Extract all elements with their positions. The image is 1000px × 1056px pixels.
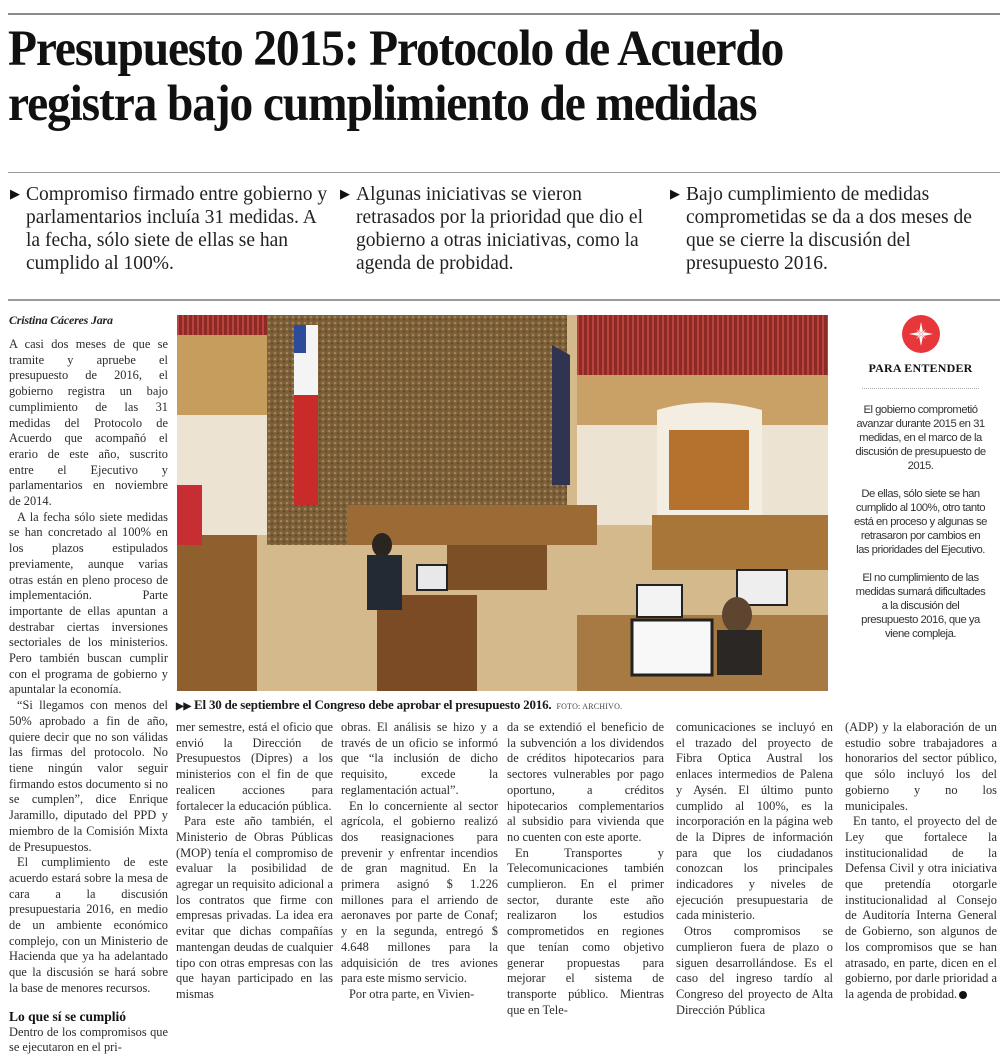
subheading: Lo que sí se cumplió <box>9 1008 127 1024</box>
body-rule <box>8 299 1000 301</box>
article-column-3 <box>341 720 498 1003</box>
headline <box>8 22 929 132</box>
paragraph: El cumplimiento de este acuerdo estará sobre la mesa de cara a la discusión presupuestaria 2016, en medio de un ambiente económico complejo, con un Ministerio de Hacienda que ya ha adelantado que la discusión se hará sobre la base de menores recursos. <box>9 855 168 995</box>
sidebar-paragraph: El no cumplimiento de las medidas sumará dificultades a la discusión del presupuesto 2016, que ya viene compleja. <box>855 572 986 640</box>
headline-line-2: registra bajo cumplimiento de medidas <box>8 76 757 132</box>
top-rule <box>8 13 1000 15</box>
paragraph <box>845 814 997 1002</box>
paragraph: mer semestre, está el oficio que envió la Dirección de Presupuestos (Dipres) a los ministerios con el fin de que realicen acciones para fortalecer la educación pública. <box>176 720 333 813</box>
double-triangle-icon: ▶▶ <box>176 701 191 712</box>
article-column-2 <box>176 720 333 1003</box>
headline-line-1: Presupuesto 2015: Protocolo de Acuerdo <box>8 21 784 77</box>
dotted-divider <box>862 388 979 389</box>
paragraph: Otros compromisos se cumplieron fuera de plazo o siguen desarrollándose. Es el caso del ingreso tardío al Congreso del proyecto de Alta Dirección Pública <box>676 924 833 1017</box>
byline: Cristina Cáceres Jara <box>9 313 113 327</box>
deck-summary <box>10 183 1000 275</box>
caption-text: El 30 de septiembre el Congreso debe aprobar el presupuesto 2016. <box>194 697 552 712</box>
deck-item <box>10 183 340 275</box>
senate-chamber-image <box>177 315 828 691</box>
paragraph: En lo concerniente al sector agrícola, el gobierno realizó dos reasignaciones para prevenir y enfrentar incendios de gran magnitud. En la primera asignó $ 1.226 millones para el arriendo de aeronaves por parte de Conaf; y en la segunda, entregó $ 4.648 millones para la adquisición de tres aviones para este mismo servicio. <box>341 798 498 986</box>
triangle-bullet-icon: ▶ <box>670 187 680 202</box>
paragraph: En Transportes y Telecomunicaciones también cumplieron. En el primer sector, durante este año realizaron los estudios comprometidos en regiones que tenían como objetivo generar propuestas para mejorar el sistema de transporte público. Mientras que en Tele- <box>507 845 664 1017</box>
article-column-6 <box>845 720 997 1003</box>
paragraph: A la fecha sólo siete medidas se han concretado al 100% en los plazos estipulados previamente, aunque varias otras están en pleno proceso de implementación. Parte importante de ellas apuntan a destrabar ciertas inversiones sectoriales de los ministerios. Pero también buscan cumplir con el programa de gobierno y apuntalar la economía. <box>9 509 168 697</box>
photo-caption <box>176 697 622 713</box>
triangle-bullet-icon: ▶ <box>10 187 20 202</box>
paragraph: (ADP) y la elaboración de un estudio sobre trabajadores a honorarios del sector público, que sólo incluyó los del gobierno y no los municipales. <box>845 720 997 813</box>
article-column-5 <box>676 720 833 1018</box>
paragraph: comunicaciones se incluyó en el trazado del proyecto de Fibra Optica Austral los enlaces intermedios de Palena y Aysén. El último punto cumplido al 100%, es la incorporación en la página web de la Dipres de información para que los ciudadanos conozcan los principales indicadores y niveles de ejecución presupuestaria de cada ministerio. <box>676 720 833 923</box>
paragraph: A casi dos meses de que se tramite y apruebe el presupuesto de 2016, el gobierno registra un bajo cumplimiento de las 31 medidas del Protocolo de Acuerdo que acompañó el erario de este año, suscrito entre el Ejecutivo y parlamentarios en noviembre de 2014. <box>9 337 168 509</box>
paragraph: da se extendió el beneficio de la subvención a los dividendos de créditos hipotecarios para sectores vulnerables por pago oportuno, a créditos hipotecarios complementarios al subsidio para vivienda que no cuenten con este aporte. <box>507 720 664 844</box>
photo-credit: FOTO: ARCHIVO. <box>556 702 623 711</box>
paragraph: Dentro de los compromisos que se ejecutaron en el pri- <box>9 1024 168 1055</box>
congress-photo <box>177 315 828 691</box>
deck-text: Compromiso firmado entre gobierno y parlamentarios incluía 31 medidas. A la fecha, sólo siete de ellas se han cumplido al 100%. <box>26 184 328 274</box>
paragraph: obras. El análisis se hizo y a través de un oficio se informó que “la inclusión de dicho requisito, excede la reglamentación actual”. <box>341 720 498 797</box>
sidebar-paragraph: El gobierno comprometió avanzar durante 2015 en 31 medidas, en el marco de la discusión de presupuesto de 2015. <box>855 404 986 472</box>
deck-item <box>670 183 1000 275</box>
compass-rose-icon <box>902 315 940 353</box>
deck-item <box>340 183 670 275</box>
deck-text: Algunas iniciativas se vieron retrasados por la prioridad que dio el gobierno a otras iniciativas, como la agenda de probidad. <box>356 184 643 274</box>
paragraph-text: En tanto, el proyecto del de Ley que fortalece la institucionalidad de la Defensa Civil y otra iniciativa que pretendía otorgarle institucionalidad al Consejo de Auditoría Interna General de Gobierno, son algunos de los compromisos que se han atrasado, en parte, dicen en el gobierno, por darle prioridad a la agenda de probidad. <box>845 814 997 1001</box>
deck-text: Bajo cumplimiento de medidas comprometidas se da a dos meses de que se cierre la discusión del presupuesto 2016. <box>686 184 972 274</box>
end-mark-icon <box>959 991 967 999</box>
sidebar-paragraph: De ellas, sólo siete se han cumplido al 100%, otro tanto está en proceso y algunas se retrasaron por cambios en las prioridades del Ejecutivo. <box>854 488 987 556</box>
paragraph: “Si llegamos con menos del 50% aprobado a fin de año, quiere decir que no son válidas las firmas del protocolo. No tiene ningún valor seguir firmando estos documento si no se cumplen”, dice Enrique Jaramillo, diputado del PPD y miembro de la Comisión Mixta de Presupuestos. <box>9 698 168 854</box>
para-entender-sidebar <box>848 315 993 655</box>
triangle-bullet-icon: ▶ <box>340 187 350 202</box>
paragraph: Por otra parte, en Vivien- <box>349 986 475 1001</box>
article-column-4 <box>507 720 664 1018</box>
paragraph: Para este año también, el Ministerio de Obras Públicas (MOP) tenía el compromiso de evaluar la posibilidad de agregar un requisito adicional a los contratos que firme con empresas privadas. La idea era evitar que dichas compañías mantengan deudas de cualquier tipo con otras empresas con las que hayan participado en las mismas <box>176 814 333 1001</box>
deck-rule <box>8 172 1000 173</box>
article-column-1 <box>9 337 168 1056</box>
sidebar-title: PARA ENTENDER <box>868 361 973 375</box>
